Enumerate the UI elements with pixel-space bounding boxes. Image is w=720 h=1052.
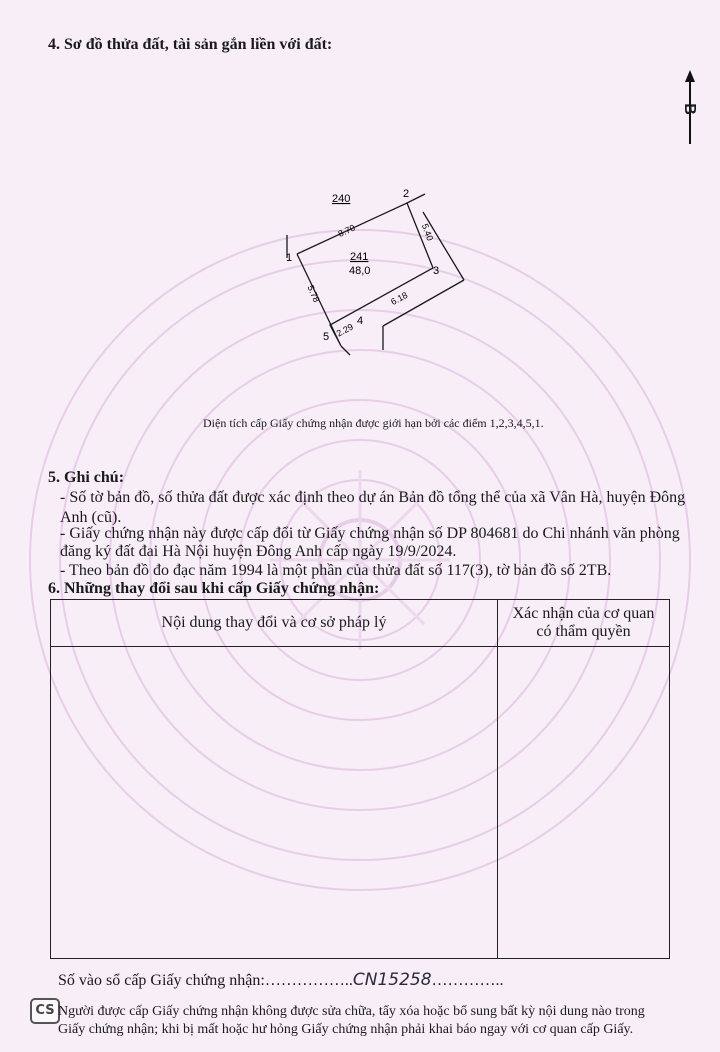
- note-line-1: - Số tờ bản đồ, số thửa đất được xác định theo dự án Bản đồ tổng thể của xã Vân Hà, huyện Đông: [60, 489, 686, 506]
- table-header-row: [51, 600, 670, 647]
- table-cell-content: [51, 647, 498, 959]
- point-5: 5: [323, 331, 330, 343]
- table-cell-confirmation: [498, 647, 670, 959]
- note-line-4: đăng ký đất đai Hà Nội huyện Đông Anh cấp ngày 19/9/2024.: [60, 543, 457, 560]
- footer-line-2: Giấy chứng nhận; khi bị mất hoặc hư hỏng Giấy chứng nhận phải khai báo ngay với cơ quan cấp Giấy.: [58, 1022, 634, 1037]
- area-caption: Diện tích cấp Giấy chứng nhận được giới hạn bởi các điểm 1,2,3,4,5,1.: [203, 416, 544, 430]
- table-row: [51, 647, 670, 959]
- edge-length-3-4: 6.18: [389, 289, 410, 308]
- registry-dots-before: ……………..: [264, 972, 353, 989]
- column-header-content: Nội dung thay đổi và cơ sở pháp lý: [51, 600, 498, 647]
- registry-label: Số vào sổ cấp Giấy chứng nhận:: [58, 972, 265, 989]
- parcel-number: 241: [350, 251, 369, 263]
- parcel-map: [270, 175, 490, 360]
- section4-title: 4. Sơ đồ thửa đất, tài sản gắn liền với đất:: [48, 36, 333, 53]
- registry-line: [58, 970, 504, 990]
- parcel-area: 48,0: [349, 265, 371, 277]
- section6-title: 6. Những thay đổi sau khi cấp Giấy chứng nhận:: [48, 580, 380, 597]
- edge-length-2-3: 5.40: [419, 222, 436, 243]
- point-2: 2: [403, 188, 410, 200]
- registry-dots-after: …………..: [431, 972, 504, 989]
- note-line-3: - Giấy chứng nhận này được cấp đổi từ Giấy chứng nhận số DP 804681 do Chi nhánh văn phòng: [60, 525, 680, 542]
- north-label: B: [680, 103, 698, 115]
- edge-length-4-5: 2.29: [334, 321, 355, 339]
- edge-length-5-1: 5.78: [305, 283, 322, 304]
- section5-title: 5. Ghi chú:: [48, 469, 125, 486]
- neighbor-parcel-number: 240: [332, 193, 351, 205]
- point-4: 4: [357, 315, 364, 327]
- edge-length-1-2: 8.70: [336, 222, 357, 239]
- camscanner-logo-icon: CS: [30, 998, 60, 1024]
- column-header-confirmation-line1: Xác nhận của cơ quan: [512, 605, 655, 622]
- registry-number: CN15258: [352, 970, 432, 990]
- point-3: 3: [433, 265, 440, 277]
- column-header-confirmation: [498, 600, 670, 647]
- note-line-2: Anh (cũ).: [60, 509, 122, 526]
- column-header-confirmation-line2: có thẩm quyền: [536, 623, 631, 640]
- note-line-5: - Theo bản đồ đo đạc năm 1994 là một phần của thửa đất số 117(3), tờ bản đồ số 2TB.: [60, 562, 612, 579]
- changes-table: [50, 599, 670, 959]
- point-1: 1: [286, 252, 293, 264]
- footer-line-1: Người được cấp Giấy chứng nhận không được sửa chữa, tẩy xóa hoặc bổ sung bất kỳ nội dung nào trong: [58, 1004, 645, 1019]
